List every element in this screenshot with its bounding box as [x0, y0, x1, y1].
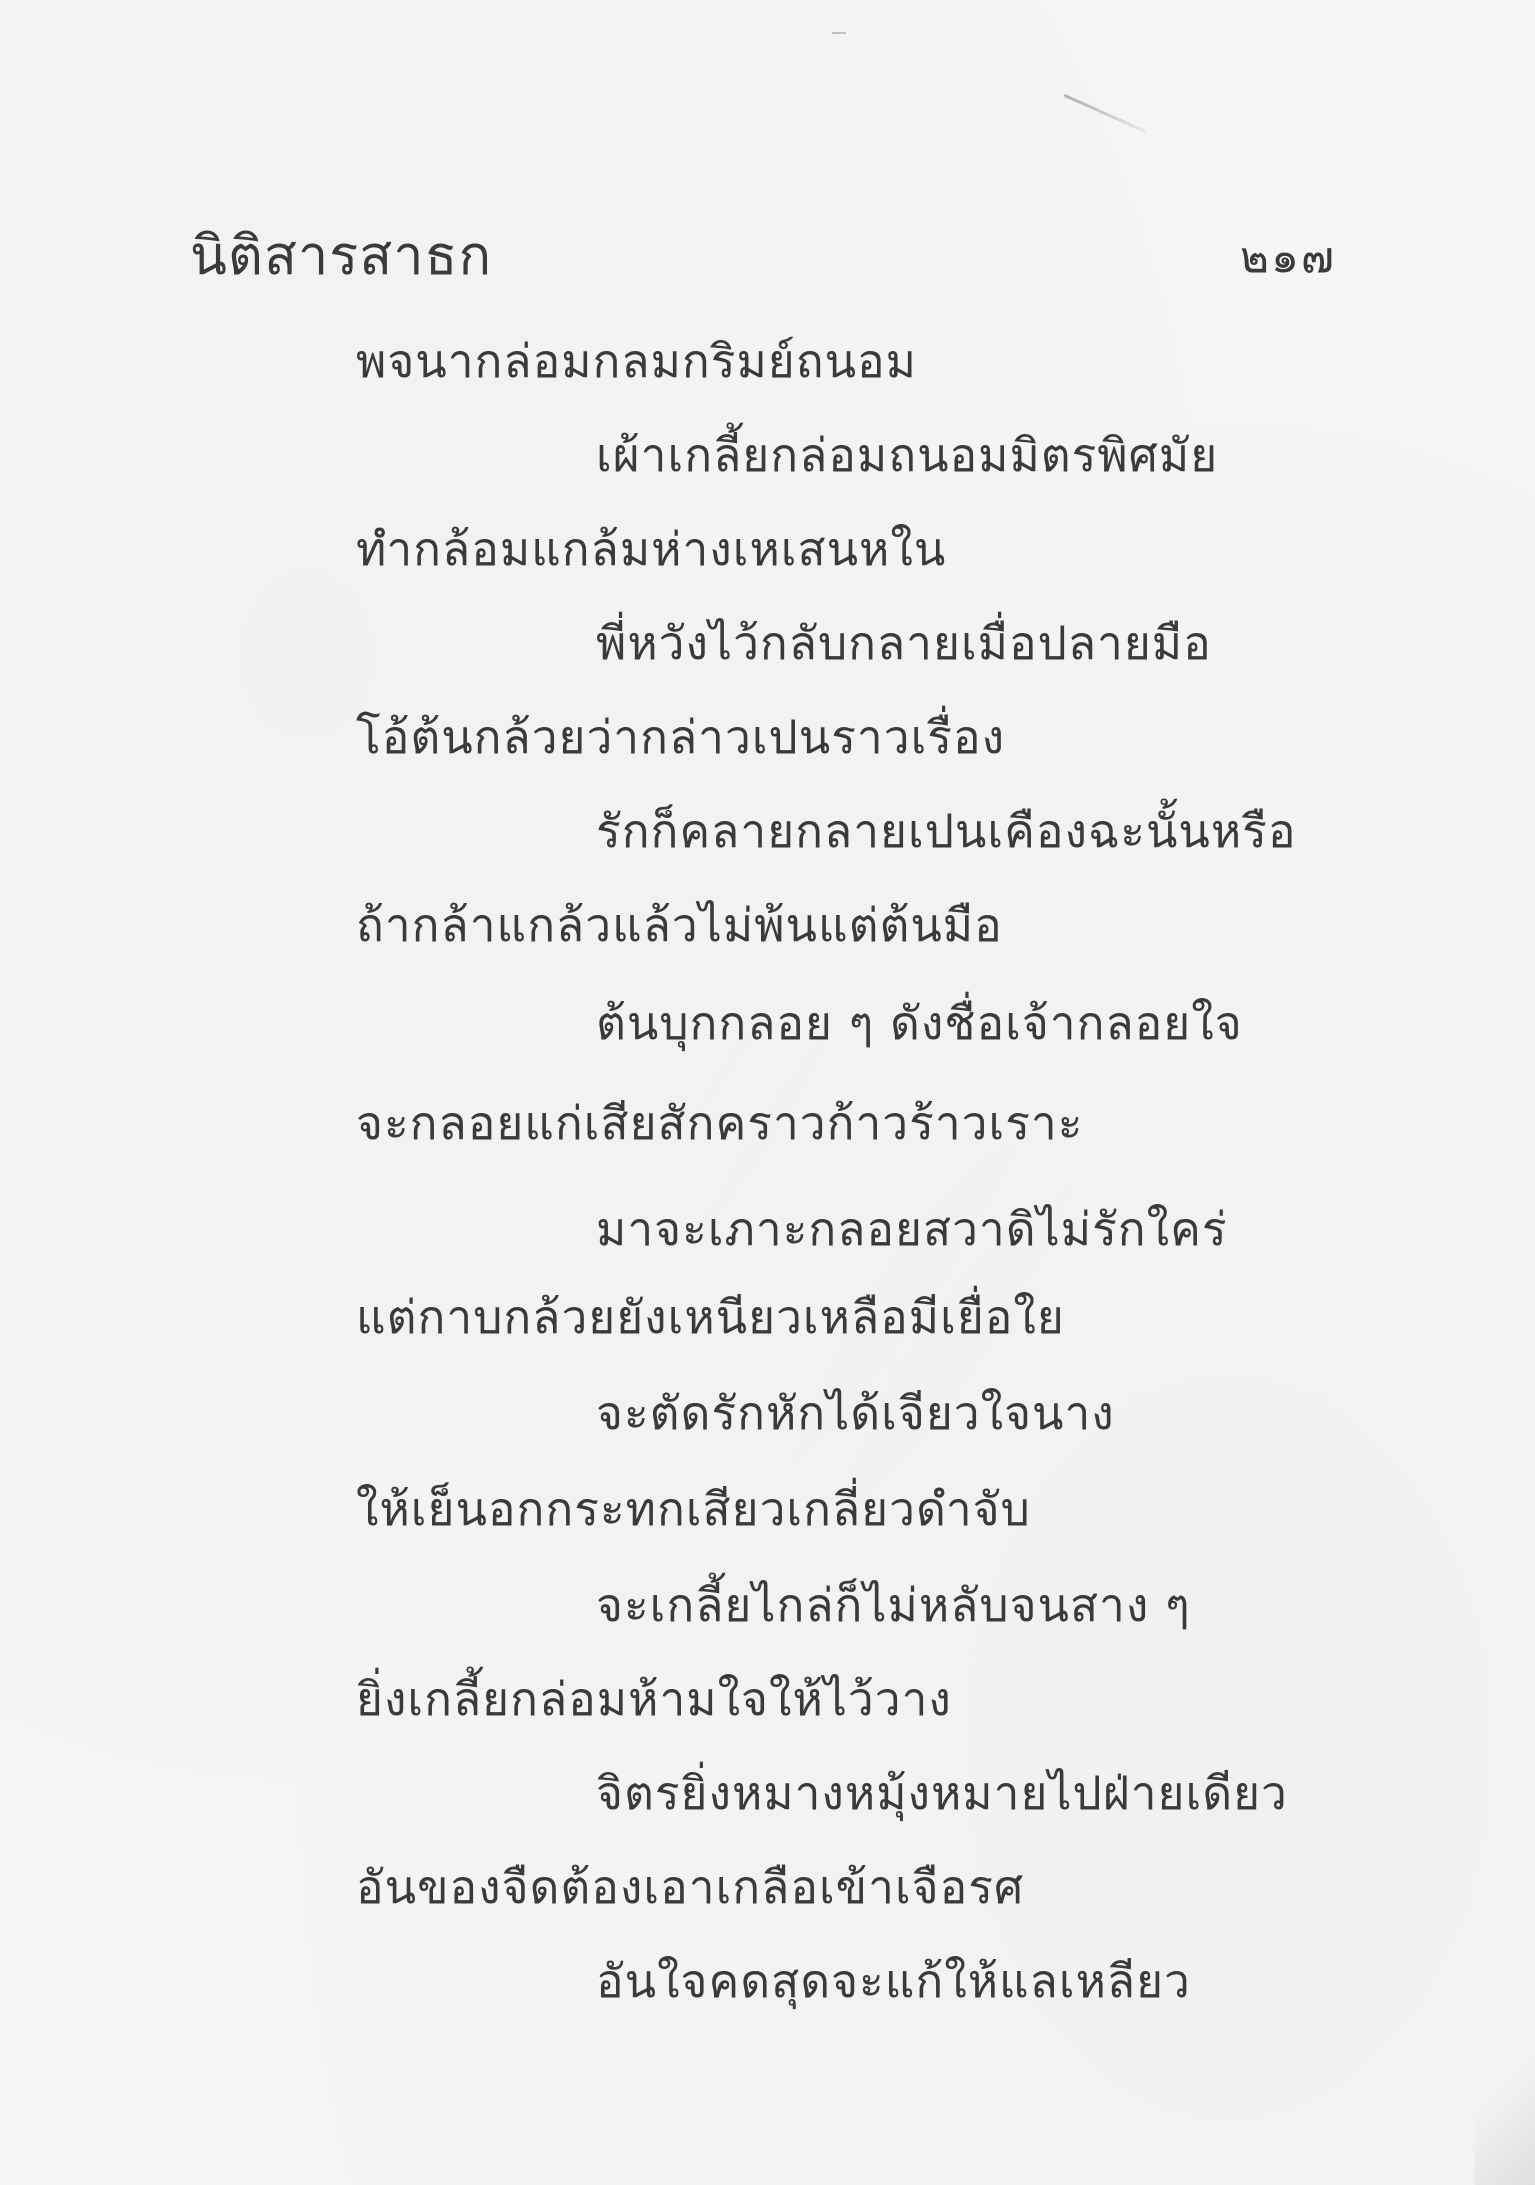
poem-line: ให้เย็นอกกระทกเสียวเกลี่ยวดำจับ	[356, 1482, 1031, 1536]
poem-line: อันของจืดต้องเอาเกลือเข้าเจือรศ	[356, 1860, 1025, 1914]
paper-mark	[832, 32, 846, 34]
poem-line: ต้นบุกกลอย ๆ ดังชื่อเจ้ากลอยใจ	[596, 996, 1243, 1050]
poem-line: จิตรยิ่งหมางหมุ้งหมายไปฝ่ายเดียว	[596, 1766, 1288, 1820]
poem-line: ทำกล้อมแกล้มห่างเหเสนหใน	[356, 522, 947, 576]
poem-line: อันใจคดสุดจะแก้ให้แลเหลียว	[596, 1954, 1191, 2008]
page-number: ๒๑๗	[1240, 232, 1337, 283]
poem-line: เผ้าเกลี้ยกล่อมถนอมมิตรพิศมัย	[596, 428, 1219, 482]
poem-line: พี่หวังไว้กลับกลายเมื่อปลายมือ	[596, 616, 1212, 670]
poem-line: จะกลอยแก่เสียสักคราวก้าวร้าวเราะ	[356, 1096, 1084, 1150]
poem-line: โอ้ต้นกล้วยว่ากล่าวเปนราวเรื่อง	[356, 710, 1006, 764]
page-edge-shadow	[1475, 2025, 1535, 2185]
poem-line: จะตัดรักหักได้เจียวใจนาง	[596, 1386, 1115, 1440]
poem-line: รักก็คลายกลายเปนเคืองฉะนั้นหรือ	[596, 804, 1297, 858]
poem-line: มาจะเภาะกลอยสวาดิไม่รักใคร่	[596, 1202, 1228, 1256]
paper-mark	[1063, 94, 1146, 133]
poem-line: ยิ่งเกลี้ยกล่อมห้ามใจให้ไว้วาง	[356, 1672, 952, 1726]
poem-line: แต่กาบกล้วยยังเหนียวเหลือมีเยื่อใย	[356, 1290, 1065, 1344]
poem-line: จะเกลี้ยไกล่ก็ไม่หลับจนสาง ๆ	[596, 1578, 1191, 1632]
poem-line: ถ้ากล้าแกล้วแล้วไม่พ้นแต่ต้นมือ	[356, 898, 1003, 952]
poem-line: พจนากล่อมกลมกริมย์ถนอม	[356, 334, 917, 388]
running-head: นิติสารสาธก	[190, 224, 493, 287]
